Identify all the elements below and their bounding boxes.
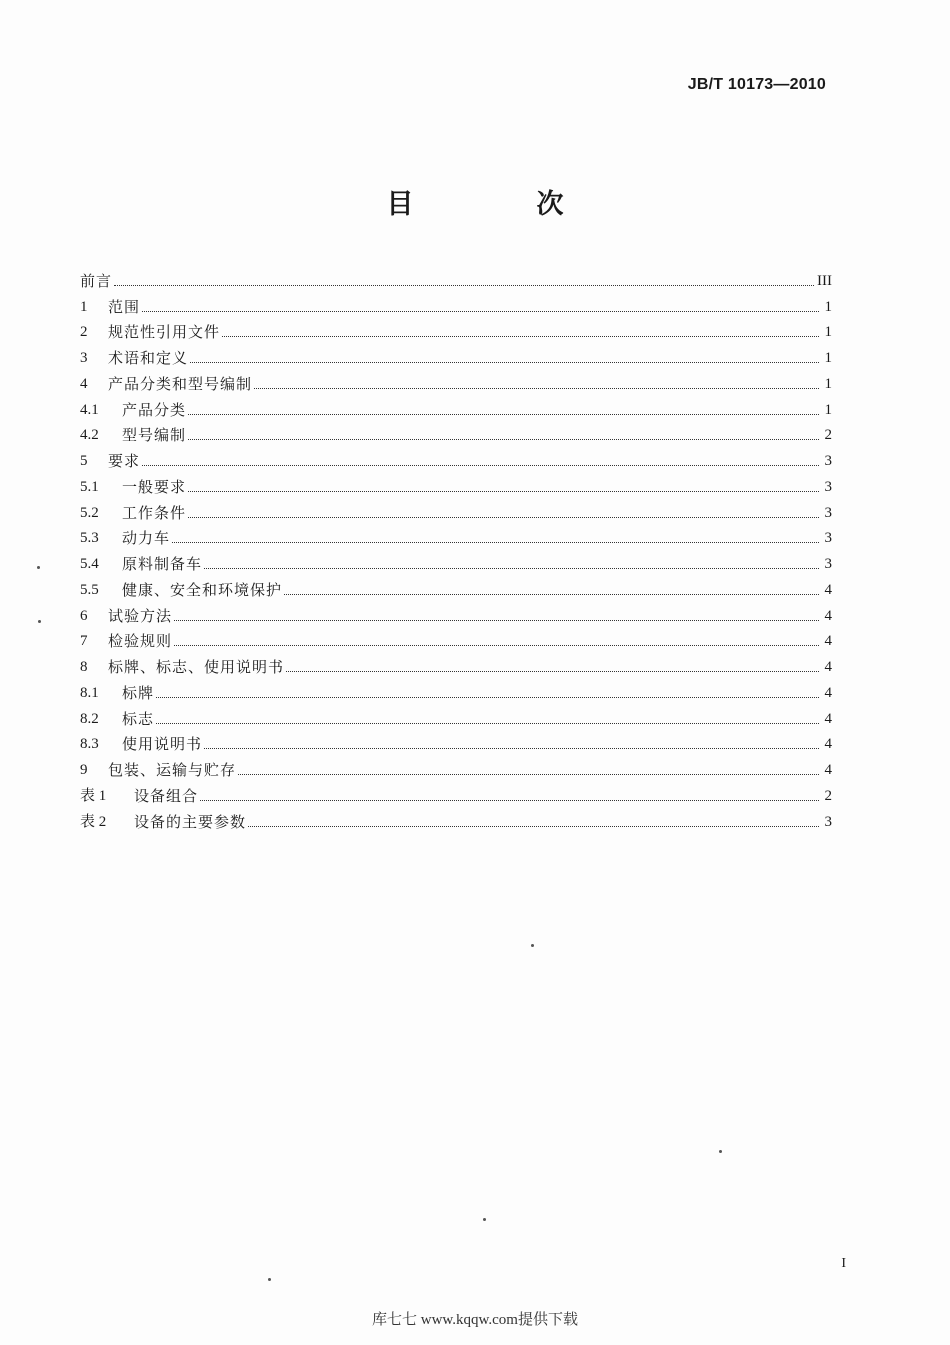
toc-dot-leader [200,799,819,801]
toc-entry-page: 1 [824,350,832,366]
page-title: 目 次 [386,189,612,220]
toc-entry [80,264,832,290]
toc-entry-label [80,272,112,290]
toc-entry [80,676,832,702]
toc-entry [80,573,832,599]
toc-entry-page: 1 [824,401,832,418]
toc-dot-leader [174,644,819,646]
toc-entry-number: 5.2 [80,504,99,521]
toc-entry-page: 3 [824,556,832,572]
toc-entry-page: 4 [824,659,832,675]
toc-entry [80,753,832,779]
toc-entry-page: 3 [824,478,832,495]
toc-entry-page: 1 [824,324,832,341]
toc-entry-page: 3 [824,813,832,830]
toc-entry-page: 3 [824,453,832,469]
toc-entry-number: 4.2 [80,427,99,444]
toc-entry-label [80,813,246,831]
page-number: I [841,1256,846,1271]
toc-entry-text: 工作条件 [122,503,187,522]
toc-dot-leader [238,773,819,775]
toc-entry-text: 包装、运输与贮存 [108,761,237,779]
toc-dot-leader [284,593,819,595]
toc-dot-leader [190,361,819,363]
toc-entry-page: 3 [824,504,832,521]
toc-entry-number: 8.1 [80,684,99,701]
toc-entry [80,470,832,496]
toc-dot-leader [254,387,819,389]
toc-entry [80,547,832,573]
toc-entry-label [80,555,202,573]
toc-entry-text: 标志 [122,709,155,728]
toc-dot-leader [188,490,819,492]
toc-entry-number: 7 [80,633,88,650]
toc-dot-leader [204,567,819,569]
toc-entry-label [80,298,140,316]
toc-dot-leader [142,310,819,312]
toc-entry-number: 4.1 [80,401,99,418]
toc-entry-number: 5.1 [80,478,99,495]
toc-entry-text: 健康、安全和环境保护 [122,580,283,599]
toc-entry-number: 8 [80,659,88,675]
toc-entry-label [80,581,282,599]
toc-entry [80,702,832,728]
toc-entry-text: 动力车 [122,529,171,548]
toc-entry [80,805,832,831]
toc-dot-leader [156,722,819,724]
toc-entry-number: 5.3 [80,530,99,547]
toc-entry-text: 使用说明书 [122,735,203,754]
toc-entry-label [80,478,186,496]
toc-dot-leader [248,825,819,827]
toc-entry-page: 4 [824,581,832,598]
toc-entry-text: 标牌 [122,683,155,702]
toc-entry [80,496,832,522]
toc-entry [80,625,832,651]
toc-entry-page: 2 [824,427,832,444]
toc-entry-label [80,504,186,522]
toc-dot-leader [172,541,819,543]
toc-entry [80,419,832,445]
toc-dot-leader [156,696,819,698]
toc-entry-page: 4 [824,607,832,624]
toc-entry-number: 1 [80,298,88,315]
standard-code: JB/T 10173—2010 [687,76,826,93]
scan-speck [719,1150,722,1153]
toc-entry-text: 规范性引用文件 [108,323,221,342]
toc-entry-text: 型号编制 [122,426,187,445]
toc-dot-leader [286,670,819,672]
toc-entry-page: 4 [824,633,832,650]
toc-entry-number: 8.2 [80,710,99,727]
toc-entry-number: 5.4 [80,556,99,572]
scan-speck [483,1218,486,1221]
toc-entry-text: 前言 [80,271,113,290]
toc-entry [80,779,832,805]
toc-entry-label [80,452,140,470]
toc-entry-text: 检验规则 [108,632,173,651]
toc-entry-label [80,761,236,779]
toc-entry-page: 2 [824,787,832,804]
toc-entry-number: 9 [80,762,88,778]
table-of-contents [80,264,832,831]
toc-entry-text: 标牌、标志、使用说明书 [108,658,285,676]
toc-entry-label [80,735,202,753]
toc-dot-leader [188,413,819,415]
toc-entry-label [80,607,172,625]
toc-entry-label [80,349,188,367]
toc-entry-label [80,401,186,419]
toc-entry-number: 5.5 [80,581,99,598]
toc-entry-label [80,658,284,676]
toc-entry-number: 5 [80,453,88,469]
toc-entry-text: 产品分类和型号编制 [108,374,253,393]
toc-entry-number: 表 2 [80,813,107,830]
toc-entry-label [80,710,154,728]
toc-entry-number: 8.3 [80,736,99,753]
toc-entry-number: 3 [80,350,88,366]
toc-entry-text: 试验方法 [108,606,173,625]
toc-entry-text: 产品分类 [122,400,187,419]
toc-entry [80,393,832,419]
toc-entry [80,341,832,367]
toc-entry-page: 1 [824,375,832,392]
toc-entry [80,522,832,548]
toc-entry-label [80,787,198,805]
toc-entry-number: 4 [80,375,88,392]
toc-entry [80,316,832,342]
toc-entry-number: 6 [80,607,88,624]
scan-speck [37,566,40,569]
toc-dot-leader [142,464,819,466]
toc-entry-page: 4 [824,710,832,727]
toc-entry-text: 设备的主要参数 [134,812,247,831]
toc-entry-label [80,529,170,547]
toc-entry-text: 范围 [108,297,141,316]
toc-dot-leader [188,438,819,440]
toc-entry [80,444,832,470]
toc-entry-label [80,684,154,702]
toc-entry-page: 4 [824,736,832,753]
toc-dot-leader [204,747,819,749]
toc-entry [80,599,832,625]
toc-dot-leader [174,619,819,621]
toc-entry-label [80,375,252,393]
toc-entry-text: 原料制备车 [122,555,203,573]
toc-entry-label [80,632,172,650]
toc-entry-page: 1 [824,298,832,315]
toc-entry-text: 设备组合 [134,786,199,805]
scan-speck [268,1278,271,1281]
toc-dot-leader [222,335,819,337]
toc-entry-label [80,426,186,444]
toc-entry-number: 2 [80,324,88,341]
toc-entry-label [80,323,220,341]
scan-speck [38,620,41,623]
toc-entry-text: 术语和定义 [108,349,189,367]
toc-entry-page: 4 [824,762,832,778]
toc-entry [80,367,832,393]
toc-entry [80,290,832,316]
toc-dot-leader [188,516,819,518]
toc-entry-page: 4 [824,684,832,701]
toc-entry [80,728,832,754]
toc-dot-leader [114,284,814,286]
download-watermark: 库七七 www.kqqw.com提供下载 [372,1312,578,1328]
toc-entry-page: 3 [824,530,832,547]
toc-entry-page: III [817,272,832,289]
toc-entry-number: 表 1 [80,787,107,804]
toc-entry-text: 一般要求 [122,477,187,496]
toc-entry [80,650,832,676]
scan-speck [531,944,534,947]
toc-entry-text: 要求 [108,452,141,470]
